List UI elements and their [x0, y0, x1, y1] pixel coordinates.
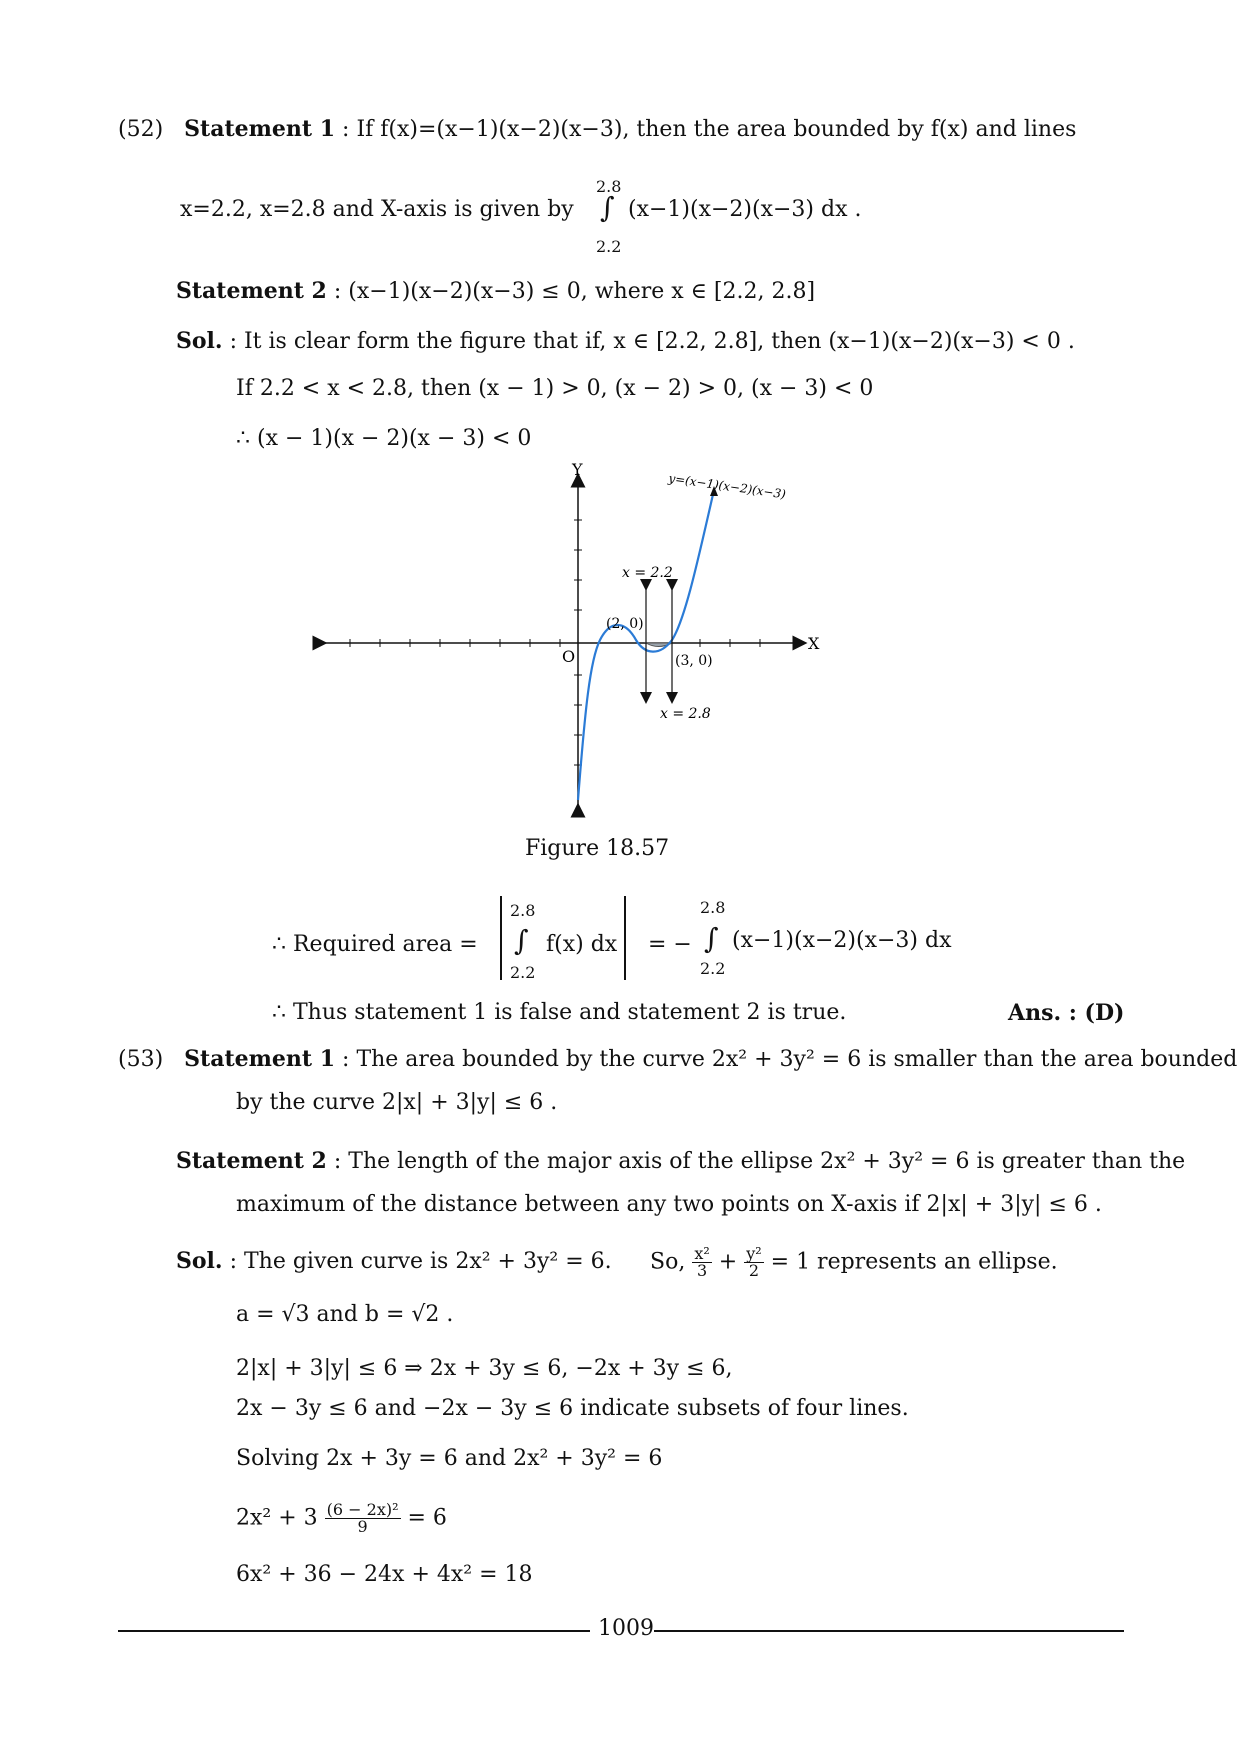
- frac3-den: 9: [357, 1517, 368, 1536]
- q52-statement1-text-b: x=2.2, x=2.8 and X-axis is given by: [180, 197, 574, 222]
- integral-sign-icon: ∫: [514, 924, 529, 957]
- x-label: X: [808, 634, 820, 653]
- frac-6-2x: [325, 1502, 401, 1535]
- frac-y2-2: [744, 1246, 763, 1279]
- abs-bar-left: [500, 896, 502, 980]
- q53-sol-line2: a = √3 and b = √2 .: [236, 1302, 454, 1327]
- q53-sol-line7: 6x² + 36 − 24x + 4x² = 18: [236, 1562, 533, 1587]
- q52-line2: [180, 195, 574, 225]
- q52-statement2-text: : (x−1)(x−2)(x−3) ≤ 0, where x ∈ [2.2, 2.8]: [333, 279, 816, 304]
- q53-statement2-text: : The length of the major axis of the ellipse 2x² + 3y² = 6 is greater than the: [333, 1149, 1186, 1174]
- abs-bar-right: [624, 896, 626, 980]
- q52-sol-line2: If 2.2 < x < 2.8, then (x − 1) > 0, (x − 2) > 0, (x − 3) < 0: [236, 376, 874, 401]
- q53-sol-text1: : The given curve is 2x² + 3y² = 6.: [229, 1249, 612, 1274]
- integral-sign-icon: ∫: [600, 191, 615, 224]
- q52-line1: [118, 114, 1076, 145]
- q52-statement1-text: : If f(x)=(x−1)(x−2)(x−3), then the area bounded by f(x) and lines: [342, 117, 1077, 142]
- q53-statement1-label: Statement 1: [184, 1046, 336, 1072]
- q53-sol-ellipse: [650, 1246, 1058, 1279]
- q52-sol-text1: : It is clear form the figure that if, x ∈ [2.2, 2.8], then (x−1)(x−2)(x−3) < 0 .: [229, 329, 1075, 354]
- line2-label: x = 2.8: [660, 706, 711, 722]
- figure-caption: Figure 18.57: [525, 836, 670, 861]
- q53-sol-line1: [176, 1246, 612, 1277]
- figure-graph: [300, 460, 840, 820]
- point1-label: (2, 0): [606, 616, 644, 632]
- frac3-num: (6 − 2x)²: [326, 1500, 399, 1519]
- q53-statement2-label: Statement 2: [176, 1148, 327, 1174]
- req-eq: = −: [648, 932, 692, 957]
- req-int1-integrand: f(x) dx: [546, 932, 618, 957]
- req-int1-lower: 2.2: [510, 963, 536, 982]
- req-int2-integrand: (x−1)(x−2)(x−3) dx: [732, 928, 952, 953]
- page-number: 1009: [598, 1616, 654, 1641]
- curve-label: y=(x−1)(x−2)(x−3): [667, 471, 787, 502]
- req-int2-upper: 2.8: [700, 898, 726, 917]
- frac2-den: 2: [748, 1261, 759, 1280]
- q53-line1: [118, 1044, 1237, 1075]
- origin-label: O: [562, 647, 576, 666]
- q53-sol-line6-b: = 6: [407, 1505, 447, 1531]
- conclusion: ∴ Thus statement 1 is false and statement 2 is true.: [272, 1000, 847, 1025]
- req-int1-upper: 2.8: [510, 901, 536, 920]
- line1-label: x = 2.2: [622, 565, 673, 581]
- q53-statement1-text: : The area bounded by the curve 2x² + 3y² = 6 is smaller than the area bounded: [342, 1047, 1238, 1072]
- y-label: Y: [572, 460, 583, 479]
- q53-sol-line5: Solving 2x + 3y = 6 and 2x² + 3y² = 6: [236, 1446, 663, 1471]
- q53-sol-plus: +: [718, 1249, 738, 1275]
- q52-sol-line3: ∴ (x − 1)(x − 2)(x − 3) < 0: [236, 426, 532, 451]
- q53-sol-line6: [236, 1502, 447, 1535]
- q52-sol-label: Sol.: [176, 328, 223, 354]
- required-area-label: ∴ Required area =: [272, 932, 478, 957]
- point2-label: (3, 0): [675, 653, 713, 669]
- integral-sign-icon: ∫: [704, 922, 719, 955]
- frac1-den: 3: [696, 1261, 708, 1280]
- q52-statement2: [176, 276, 815, 307]
- answer: Ans. : (D): [1008, 1000, 1125, 1026]
- q52-int-upper: 2.8: [596, 177, 622, 196]
- q53-sol-line4: 2x − 3y ≤ 6 and −2x − 3y ≤ 6 indicate subsets of four lines.: [236, 1396, 909, 1421]
- q52-integrand: (x−1)(x−2)(x−3) dx .: [628, 197, 862, 222]
- q53-sol-line6-a: 2x² + 3: [236, 1505, 318, 1531]
- frac1-num: x²: [694, 1244, 710, 1263]
- frac2-num: y²: [746, 1244, 762, 1263]
- q52-int-lower: 2.2: [596, 237, 622, 256]
- q52-number: (52): [118, 117, 164, 142]
- q53-number: (53): [118, 1047, 164, 1072]
- footer-rule-left: [118, 1630, 590, 1632]
- q53-sol-so: So,: [650, 1249, 686, 1275]
- q53-statement2-text-b: maximum of the distance between any two points on X-axis if 2|x| + 3|y| ≤ 6 .: [236, 1192, 1102, 1217]
- q53-sol-line3: 2|x| + 3|y| ≤ 6 ⇒ 2x + 3y ≤ 6, −2x + 3y ≤ 6,: [236, 1356, 733, 1381]
- q53-sol-label: Sol.: [176, 1248, 223, 1274]
- frac-x2-3: [692, 1246, 711, 1279]
- q52-statement1-label: Statement 1: [184, 116, 336, 142]
- req-int2-lower: 2.2: [700, 959, 726, 978]
- q52-statement2-label: Statement 2: [176, 278, 327, 304]
- q52-sol-line1: [176, 326, 1075, 357]
- q53-sol-ellipse-text: = 1 represents an ellipse.: [770, 1249, 1058, 1275]
- q53-statement1-text-b: by the curve 2|x| + 3|y| ≤ 6 .: [236, 1090, 558, 1115]
- footer-rule-right: [654, 1630, 1124, 1632]
- q53-statement2: [176, 1146, 1185, 1177]
